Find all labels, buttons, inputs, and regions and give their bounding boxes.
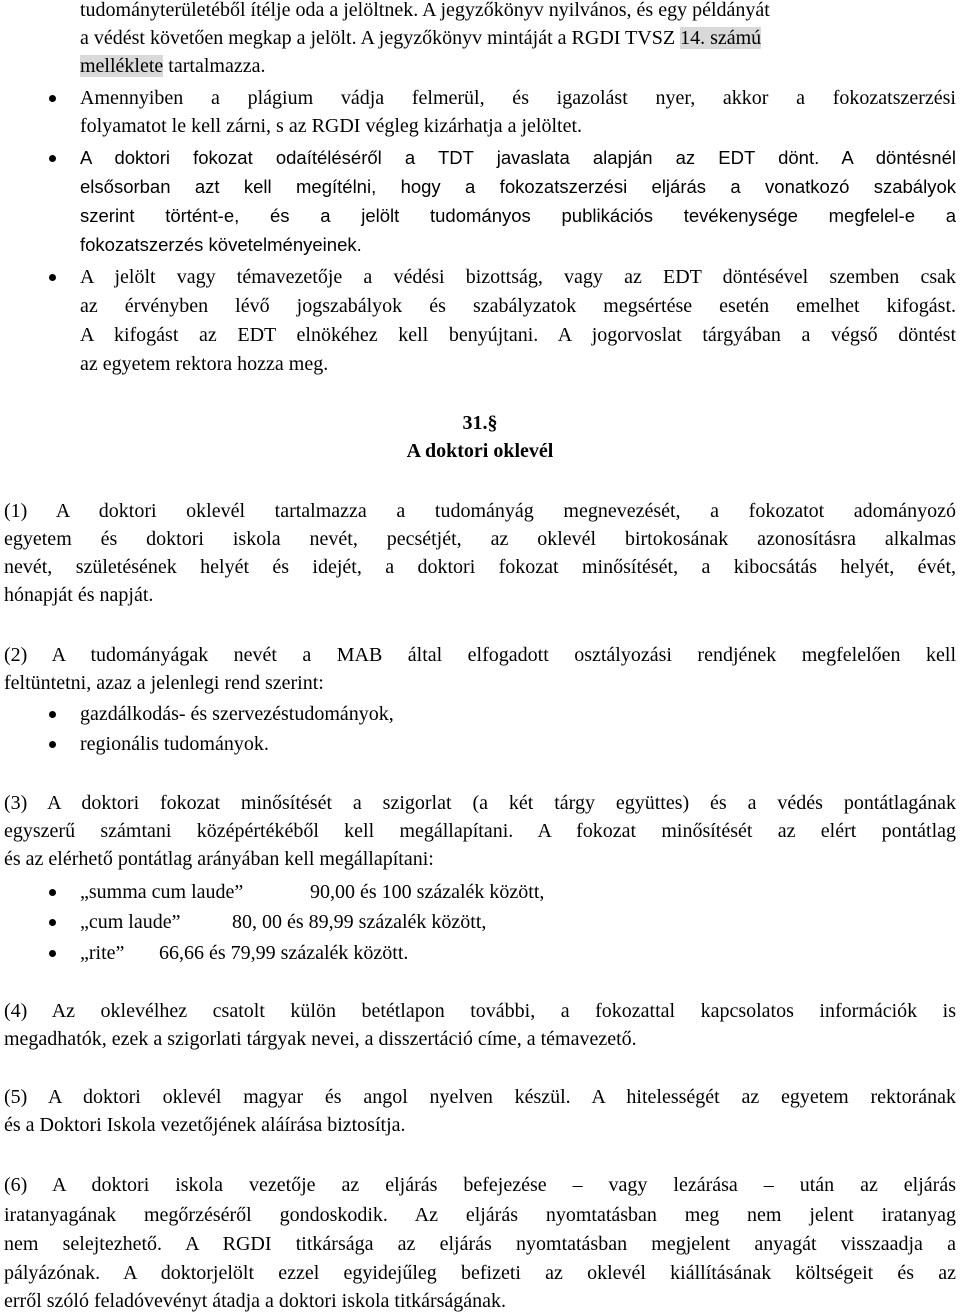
list-item: regionális tudományok. [80,733,269,755]
bullet-text-line: A jelölt vagy témavezetője a védési bizottság, vagy az EDT döntésével szemben csak [80,266,956,288]
section-number: 31.§ [462,412,498,434]
bullet-text-line: az érvényben lévő jogszabályok és szabályzatok megsértése esetén emelhet kifogást. [80,295,956,317]
paragraph-line: egyetem és doktori iskola nevét, pecsétjét, az oklevél birtokosának azonosításra alkalmas [4,528,956,550]
text-line [80,52,265,80]
bullet-icon [49,950,56,957]
grade-range: 90,00 és 100 százalék között, [310,881,545,903]
bullet-text-line: folyamatot le kell zárni, s az RGDI végleg kizárhatja a jelöltet. [80,115,583,137]
paragraph-line: (1) A doktori oklevél tartalmazza a tudományág megnevezését, a fokozatot adományozó [4,500,956,522]
bullet-text-line: A doktori fokozat odaítéléséről a TDT javaslata alapján az EDT dönt. A döntésnél [80,147,956,168]
paragraph-line: erről szóló feladóvevényt átadja a doktori iskola titkárságának. [4,1290,507,1312]
paragraph-line: (6) A doktori iskola vezetője az eljárás befejezése – vagy lezárása – után az eljárás [4,1174,956,1196]
grade-range: 80, 00 és 89,99 százalék között, [232,911,487,933]
paragraph-line: hónapját és napját. [4,584,154,606]
paragraph-line: pályázónak. A doktorjelölt ezzel egyidejűleg befizeti az oklevél kiállításának költségeit és az [4,1262,956,1284]
paragraph-line: megadhatók, ezek a szigorlati tárgyak nevei, a disszertáció címe, a témavezető. [4,1028,637,1050]
text-line [80,24,761,52]
paragraph-line: nem selejtezhető. A RGDI titkársága az eljárás nyomtatásban megjelent anyagát visszaadja a [4,1233,956,1255]
paragraph-line: iratanyagának megőrzéséről gondoskodik. Az eljárás nyomtatásban meg nem jelent iratanyag [4,1204,956,1226]
paragraph-line: (2) A tudományágak nevét a MAB által elfogadott osztályozási rendjének megfelelően kell [4,644,956,666]
bullet-icon [49,155,56,162]
text-span: tartalmazza. [163,55,266,77]
bullet-icon [49,919,56,926]
list-item: gazdálkodás- és szervezéstudományok, [80,703,394,725]
grade-range: 66,66 és 79,99 százalék között. [159,942,409,964]
text-line: tudományterületéből ítélje oda a jelöltnek. A jegyzőkönyv nyilvános, és egy példányát [80,0,770,21]
paragraph-line: (5) A doktori oklevél magyar és angol nyelven készül. A hitelességét az egyetem rektorának [4,1086,956,1108]
paragraph-line: és az elérhető pontátlag arányában kell megállapítani: [4,848,434,870]
bullet-icon [49,889,56,896]
paragraph-line: (4) Az oklevélhez csatolt külön betétlapon további, a fokozattal kapcsolatos információk is [4,1000,956,1022]
paragraph-line: nevét, születésének helyét és idejét, a doktori fokozat minősítését, a kibocsátás helyét, évét, [4,556,956,578]
paragraph-line: egyszerű számtani középértékéből kell megállapítani. A fokozat minősítését az elért pontátlag [4,820,956,842]
grade-name: „cum laude” [80,911,181,933]
bullet-icon [49,711,56,718]
bullet-icon [49,95,56,102]
highlighted-text: 14. számú [680,27,762,49]
bullet-text-line: A kifogást az EDT elnökéhez kell benyújtani. A jogorvoslat tárgyában a végső döntést [80,324,956,346]
section-title: A doktori oklevél [406,440,554,462]
highlighted-text: melléklete [80,55,164,77]
text-span: a védést követően megkap a jelölt. A jegyzőkönyv mintáját a RGDI TVSZ [80,27,681,49]
bullet-text-line: szerint történt-e, és a jelölt tudományos publikációs tevékenysége megfelel-e a [80,205,956,226]
bullet-text-line: elsősorban azt kell megítélni, hogy a fokozatszerzési eljárás a vonatkozó szabályok [80,176,956,197]
bullet-text-line: Amennyiben a plágium vádja felmerül, és igazolást nyer, akkor a fokozatszerzési [80,87,956,109]
bullet-text-line: fokozatszerzés követelményeinek. [80,234,362,255]
paragraph-line: (3) A doktori fokozat minősítését a szigorlat (a két tárgy együttes) és a védés pontátlagának [4,792,956,814]
grade-name: „rite” [80,942,125,964]
paragraph-line: és a Doktori Iskola vezetőjének aláírása biztosítja. [4,1114,406,1136]
bullet-icon [49,274,56,281]
bullet-text-line: az egyetem rektora hozza meg. [80,353,329,375]
grade-name: „summa cum laude” [80,881,244,903]
paragraph-line: feltüntetni, azaz a jelenlegi rend szerint: [4,672,324,694]
bullet-icon [49,741,56,748]
